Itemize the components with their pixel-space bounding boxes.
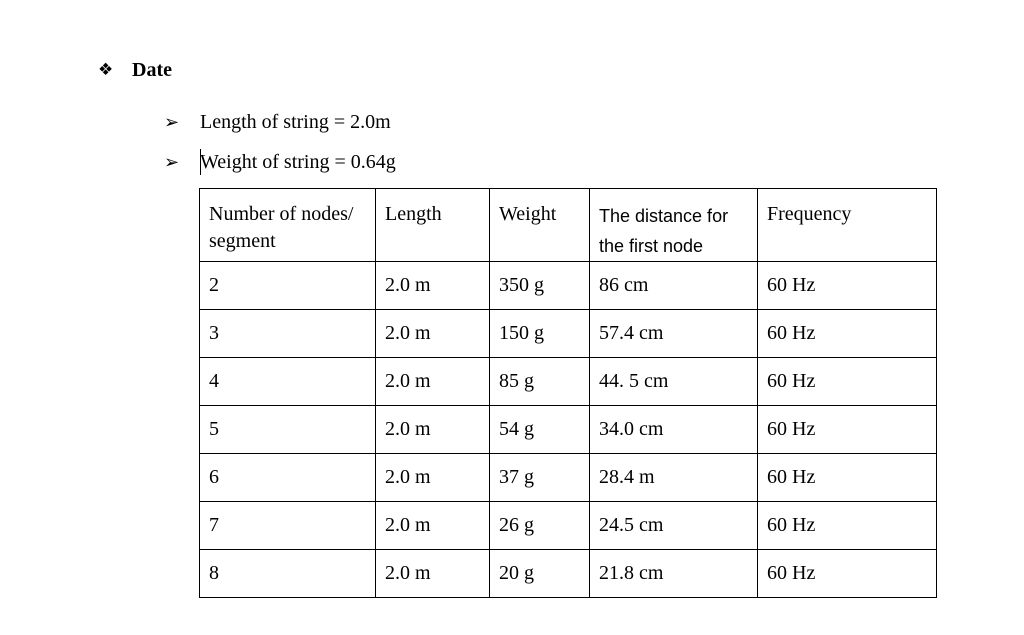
table-cell[interactable]: 60 Hz <box>758 502 937 550</box>
bullet-length-of-string <box>164 108 391 136</box>
table-cell[interactable]: 2.0 m <box>376 550 490 598</box>
table-cell[interactable]: 57.4 cm <box>590 310 758 358</box>
header-length[interactable]: Length <box>376 189 490 262</box>
table-cell[interactable]: 60 Hz <box>758 358 937 406</box>
table-row <box>200 454 937 502</box>
measurements-table <box>199 188 937 598</box>
table-cell[interactable]: 2.0 m <box>376 262 490 310</box>
table-cell[interactable]: 350 g <box>490 262 590 310</box>
table-cell[interactable]: 37 g <box>490 454 590 502</box>
table-cell[interactable]: 60 Hz <box>758 454 937 502</box>
header-frequency[interactable]: Frequency <box>758 189 937 262</box>
table-cell[interactable]: 28.4 m <box>590 454 758 502</box>
table-row <box>200 358 937 406</box>
arrow-bullet-icon: ➢ <box>164 151 180 173</box>
bullet-weight-of-string <box>164 148 396 176</box>
table-cell[interactable]: 86 cm <box>590 262 758 310</box>
table-row <box>200 406 937 454</box>
table-cell[interactable]: 2.0 m <box>376 358 490 406</box>
table-cell[interactable]: 5 <box>200 406 376 454</box>
table-cell[interactable]: 60 Hz <box>758 406 937 454</box>
table-cell[interactable]: 2.0 m <box>376 310 490 358</box>
table-cell[interactable]: 60 Hz <box>758 550 937 598</box>
section-heading <box>98 56 172 84</box>
diamond-bullet-icon: ❖ <box>98 60 114 80</box>
table-cell[interactable]: 150 g <box>490 310 590 358</box>
table-cell[interactable]: 60 Hz <box>758 310 937 358</box>
table-row <box>200 310 937 358</box>
table-cell[interactable]: 2.0 m <box>376 406 490 454</box>
table-cell[interactable]: 21.8 cm <box>590 550 758 598</box>
table-row <box>200 262 937 310</box>
table-cell[interactable]: 3 <box>200 310 376 358</box>
table-cell[interactable]: 4 <box>200 358 376 406</box>
arrow-bullet-icon: ➢ <box>164 111 180 133</box>
bullet-text: Length of string = 2.0m <box>200 110 391 133</box>
table-cell[interactable]: 8 <box>200 550 376 598</box>
table-cell[interactable]: 60 Hz <box>758 262 937 310</box>
table-cell[interactable]: 26 g <box>490 502 590 550</box>
header-distance[interactable]: The distance for the first node <box>590 189 758 262</box>
table-cell[interactable]: 7 <box>200 502 376 550</box>
table-row <box>200 502 937 550</box>
table-cell[interactable]: 2 <box>200 262 376 310</box>
header-nodes[interactable]: Number of nodes/ segment <box>200 189 376 262</box>
table-cell[interactable]: 54 g <box>490 406 590 454</box>
table-cell[interactable]: 2.0 m <box>376 502 490 550</box>
table-cell[interactable]: 24.5 cm <box>590 502 758 550</box>
table-cell[interactable]: 2.0 m <box>376 454 490 502</box>
table-cell[interactable]: 6 <box>200 454 376 502</box>
table-cell[interactable]: 34.0 cm <box>590 406 758 454</box>
table-cell[interactable]: 20 g <box>490 550 590 598</box>
table-cell[interactable]: 44. 5 cm <box>590 358 758 406</box>
table-cell[interactable]: 85 g <box>490 358 590 406</box>
section-heading-text: Date <box>132 58 172 81</box>
table-row <box>200 550 937 598</box>
header-weight[interactable]: Weight <box>490 189 590 262</box>
bullet-text[interactable]: Weight of string = 0.64g <box>200 150 396 173</box>
table-header-row <box>200 189 937 262</box>
